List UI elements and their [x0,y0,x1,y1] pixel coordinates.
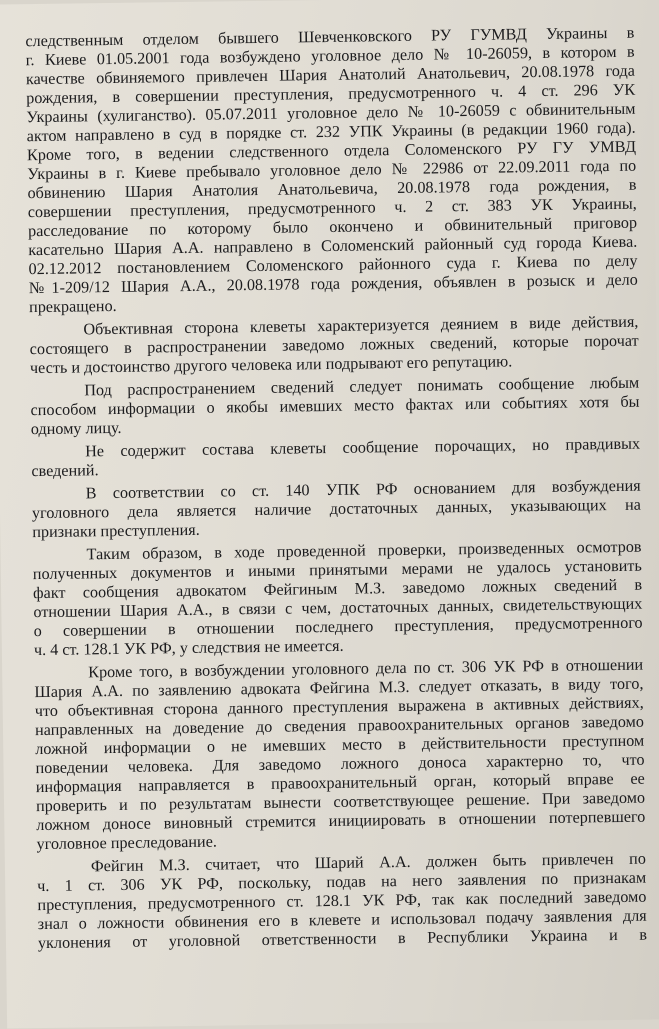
text-line: что объективная сторона данного преступления выражена в активных действиях, [34,693,644,721]
text-line: прекращено. [28,296,117,317]
text-line: сведений. [31,461,99,481]
paragraph-p8 [37,850,647,953]
paragraph-p2 [29,313,639,378]
text-line: Объективная сторона клеветы характеризуется деянием в виде действия, [83,312,639,339]
text-line: расследование по которому было окончено и обвинительный приговор [27,213,638,241]
text-line: одному лицу. [30,418,122,439]
paragraph-p1 [25,24,638,317]
text-line: следственным отделом бывшего Шевченковского РУ ГУМВД Украины в [25,23,635,51]
text-line: ложном доносе виновный стремится инициировать в отношении потерпевшего [36,807,646,835]
text-line: совершении преступления, предусмотренного ч. 2 ст. 383 УК Украины, [27,194,637,222]
text-line: Шария А.А. по заявлению адвоката Фейгина М.З. следует отказать, в виду того, [34,674,644,702]
text-line: ч. 4 ст. 128.1 УК РФ, у следствия не имеется. [33,636,344,660]
text-line: В соответствии со ст. 140 УПК РФ основанием для возбуждения [85,476,641,503]
text-line: Кроме того, в возбуждении уголовного дела по ст. 306 УК РФ в отношении [88,655,644,682]
text-line: полученных документов и иными принятыми мерами не удалось установить [32,556,642,584]
text-line: Таким образом, в ходе проведенной проверки, произведенных осмотров [86,537,642,564]
paragraph-p6 [32,538,643,660]
text-line: поведении человека. Для заведомо ложного доноса характерно то, что [35,750,645,778]
text-line: уголовного дела является наличие достаточных данных, указывающих на [31,495,642,523]
text-line: Не содержит состава клеветы сообщение порочащих, но правдивых [85,434,641,461]
text-line: о совершении в отношении последнего преступления, предусмотренного [33,613,643,641]
text-line: рождения, в совершении преступления, предусмотренного ч. 4 ст. 296 УК [26,80,636,108]
text-line: актом направлено в суд в порядке ст. 232 УПК Украины (в редакции 1960 года). [26,118,636,146]
paragraph-p5 [32,477,642,542]
text-line: уклонения от уголовной ответственности в Республики Украина и в [37,925,648,953]
text-line: Фейгин М.З. считает, что Шарий А.А. должен быть привлечен по [90,849,646,876]
text-line: ч. 1 ст. 306 УК РФ, поскольку, подав на него заявления по признакам [37,868,647,896]
text-line: г. Киеве 01.05.2001 года возбуждено уголовное дело № 10-26059, в котором в [25,42,635,70]
paragraph-p7 [34,656,646,854]
text-line: факт сообщения адвокатом Фейгиным М.З. заведомо ложных сведений в [32,575,643,603]
text-line: отношении Шария А.А., в связи с чем, достаточных данных, свидетельствующих [33,594,643,622]
text-line: преступления, предусмотренного ст. 128.1 УК РФ, так как последний заведомо [37,887,647,915]
paragraph-p3 [30,374,640,439]
text-line: Украины (хулиганство). 05.07.2011 уголовное дело № 10-26059 с обвинительным [26,99,636,127]
text-line: №1-209/12 Шария А.А., 20.08.1978 года рождения, объявлен в розыск и дело [28,270,638,298]
text-line: направленных на доведение до сведения правоохранительных органов заведомо [34,712,645,740]
text-line: знал о ложности обвинения его в клевете и использовал подачу заявления для [37,906,647,934]
text-line: состоящего в распространении заведомо ложных сведений, которые порочат [29,331,639,359]
text-line: честь и достоинство другого человека или подрывают его репутацию. [29,352,513,378]
text-line: проверить и по результатам вынести соответствующее решение. При заведомо [35,788,646,816]
text-line: обвинению Шария Анатолия Анатольевича, 20.08.1978 года рождения, в [27,175,637,203]
text-line: Украины в г. Киеве пребывало уголовное дело № 22986 от 22.09.2011 года по [27,156,637,184]
document-body [25,24,647,953]
text-line: касательно Шария А.А. направлено в Соломенский районный суд города Киева. [28,232,638,260]
paragraph-p4 [31,435,640,481]
text-line: информация направляется в правоохранительный орган, который вправе ее [35,769,645,797]
text-line: способом информации о якобы имевших место фактах или событиях хотя бы [30,392,640,420]
text-line: признаки преступления. [32,520,200,542]
text-line: ложной информации о не имевших место в действительности преступном [35,731,645,759]
text-line: 02.12.2012 постановлением Соломенского районного суда г. Киева по делу [28,251,638,279]
text-line: Под распространением сведений следует понимать сообщение любым [84,373,640,400]
text-line: уголовное преследование. [36,832,218,854]
text-line: качестве обвиняемого привлечен Шария Анатолий Анатольевич, 20.08.1978 года [25,61,635,89]
text-line: Кроме того, в ведении следственного отдела Соломенского РУ ГУ УМВД [26,137,637,165]
